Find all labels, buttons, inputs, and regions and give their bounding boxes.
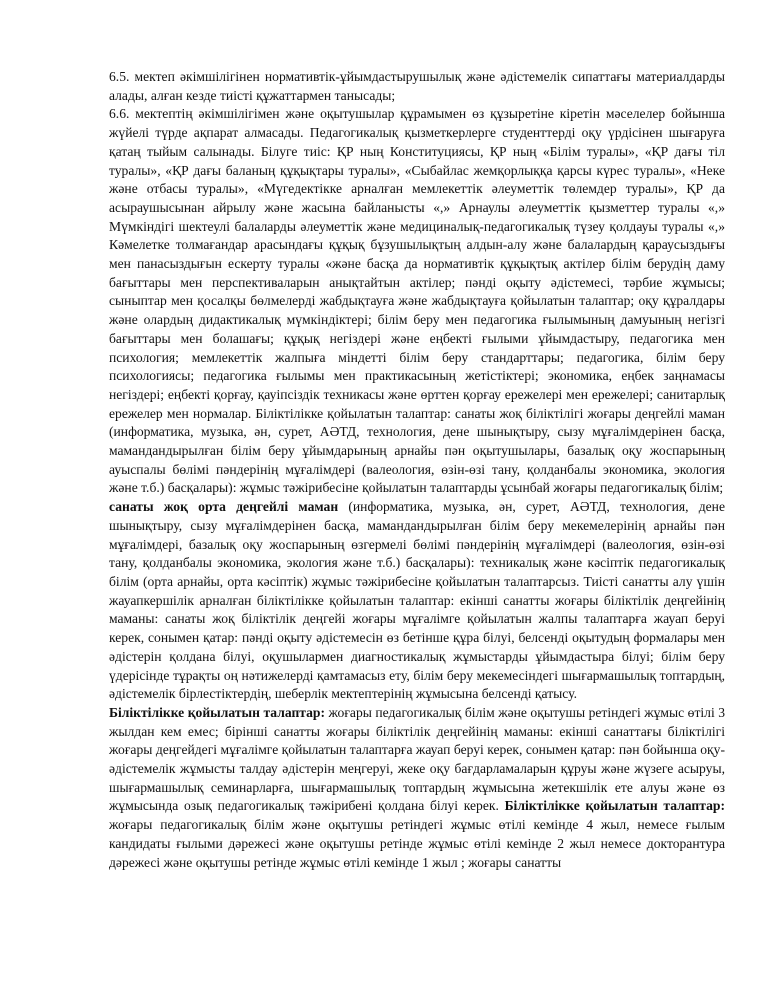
paragraph-qualification-requirements	[109, 704, 725, 872]
paragraph-6-5	[109, 68, 725, 105]
bold-term-qualification-requirements: Біліктілікке қойылатын талаптар:	[504, 798, 725, 814]
paragraph-text: (информатика, музыка, ән, сурет, АӘТД, технология, дене шынықтыру, сызу мұғалімдерінен басқа, мамандандырылған білім беру мекемелерінің арнайы пән мұғалімдері, базалық оқу жоспарының өзгермелі бөлімі пәндерінің мұғалімдері (валеология, өзін-өзі тану, қолданбалы экономика, экология және т.б.) басқалары): техникалық және кәсіптік педагогикалық білім (орта арнайы, орта кәсіптік) жұмыс тәжірибесіне қойылатын талаптарсыз. Тиісті санатты алу үшін жауапкершілік арналған біліктілікке қойылатын талаптар: екінші санатты жоғары біліктілік деңгейінің маманы: санаты жоқ біліктілік деңгейі жоғары мұғалімге қойылатын жалпы талаптарға жауап беруі керек, сонымен қатар: пәнді оқыту әдістемесін өз бетінше құра білуі, белсенді оқытудың формалары мен әдістерін қолдана білуі, оқушылармен диагностикалық жұмыстарды ұйымдастыра білуі; білім беру үдерісінде тұрақты оң нәтижелерді қамтамасыз ету, білім беру мекемесіндегі шығармашылық топтардың, әдістемелік бірлестіктердің, шеберлік мектептерінің жұмысына белсенді қатысу.	[109, 499, 725, 702]
document-page	[109, 68, 725, 872]
paragraph-text: 6.6. мектептің әкімшілігімен және оқытушылар құрамымен өз құзыретіне кіретін мәселелер бойынша жүйелі түрде ақпарат алмасады. Педагогикалық қызметкерлерге студенттерді оқу үрдісінен шығаруға қатаң тыйым салынады. Білуге тиіс: ҚР ның Конституциясы, ҚР ның «Білім туралы», «ҚР дағы тіл туралы», «ҚР дағы баланың құқықтары туралы», «Сыбайлас жемқорлыққа қарсы күрес туралы», «Неке және отбасы туралы», «Мүгедектікке арналған мемлекеттік әлеуметтік төлемдер туралы», ҚР да асыраушысынан айрылу және жасына байланысты «,» Арнаулы әлеуметтік қызметтер туралы «,» Мүмкіндігі шектеулі балаларды әлеуметтік және медициналық-педагогикалық түзеу қолдауы туралы «,» Кәмелетке толмағандар арасындағы құқық бұзушылықтың алдын-алу және балалардың қараусыздығы мен панасыздығын ескерту туралы «және басқа да нормативтік құқықтық актілер білім берудің даму бағыттары мен перспективаларын анықтайтын актілер; пәнді оқыту әдістемесі, тәрбие жұмысы; сыныптар мен қосалқы бөлмелерді жабдықтауға және жабдықтауға қойылатын талаптар; оқу құралдары және олардың дидактикалық мүмкіндіктері; білім беру мен педагогика ғылымының дамуының негізгі бағыттары мен болашағы; құқық негіздері және еңбекті ғылыми ұйымдастыру, педагогика мен психология; мемлекеттік жалпыға міндетті білім беру стандарттары; педагогика, білім беру психологиясы; педагогика ғылымы мен практикасының жетістіктері; экономика, еңбек заңнамасы негіздері; еңбекті қорғау, қауіпсіздік техникасы және өрттен қорғау ережелері мен ережелері; санитарлық ережелер мен нормалар. Біліктілікке қойылатын талаптар: санаты жоқ біліктілігі жоғары деңгейлі маман (информатика, музыка, ән, сурет, АӘТД, технология, дене шынықтыру, сызу мұғалімдерінен басқа, мамандандырылған білім беру ұйымдарының арнайы пән оқытушылары, базалық оқу жоспарының ауыспалы бөлімі пәндерінің мұғалімдері (валеология, өзін-өзі тану, қолданбалы экономика, экология және т.б.) басқалары): жұмыс тәжірибесіне қойылатын талаптарды ұсынбай жоғары педагогикалық білім;	[109, 106, 725, 496]
paragraph-text: 6.5. мектеп әкімшілігінен нормативтік-ұйымдастырушылық және әдістемелік сипаттағы материалдарды алады, алған кезде тиісті құжаттармен танысады;	[109, 69, 725, 103]
paragraph-text: жоғары педагогикалық білім және оқытушы ретіндегі жұмыс өтілі кемінде 4 жыл, немесе ғылым кандидаты ғылыми дәрежесі және оқытушы ретінде жұмыс өтілі кемінде 2 жыл немесе докторантура дәрежесі және оқытушы ретінде жұмыс өтілі кемінде 1 жыл ; жоғары санатты	[109, 817, 725, 870]
paragraph-6-6	[109, 105, 725, 498]
bold-term-mid-level-specialist: санаты жоқ орта деңгейлі маман	[109, 499, 339, 515]
paragraph-text: жоғары педагогикалық білім және оқытушы ретіндегі жұмыс өтілі 3 жылдан кем емес; бірінші санатты жоғары біліктілік деңгейінің маманы: екінші санаттағы біліктілігі жоғары деңгейдегі мұғалімге қойылатын талаптарға жауап беруі керек, сонымен қатар: пән бойынша оқу-әдістемелік жұмысты талдау әдістерін меңгеруі, жеке оқу бағдарламаларын құруы және жүзеге асыруы, шығармашылық семинарларға, шығармашылық топтардың жұмысына жетекшілік ете алуы және өз жұмысында озық педагогикалық тәжірибені қолдана білуі керек.	[109, 704, 725, 814]
paragraph-mid-level-specialist	[109, 498, 725, 704]
bold-term-qualification-requirements: Біліктілікке қойылатын талаптар:	[109, 704, 326, 720]
